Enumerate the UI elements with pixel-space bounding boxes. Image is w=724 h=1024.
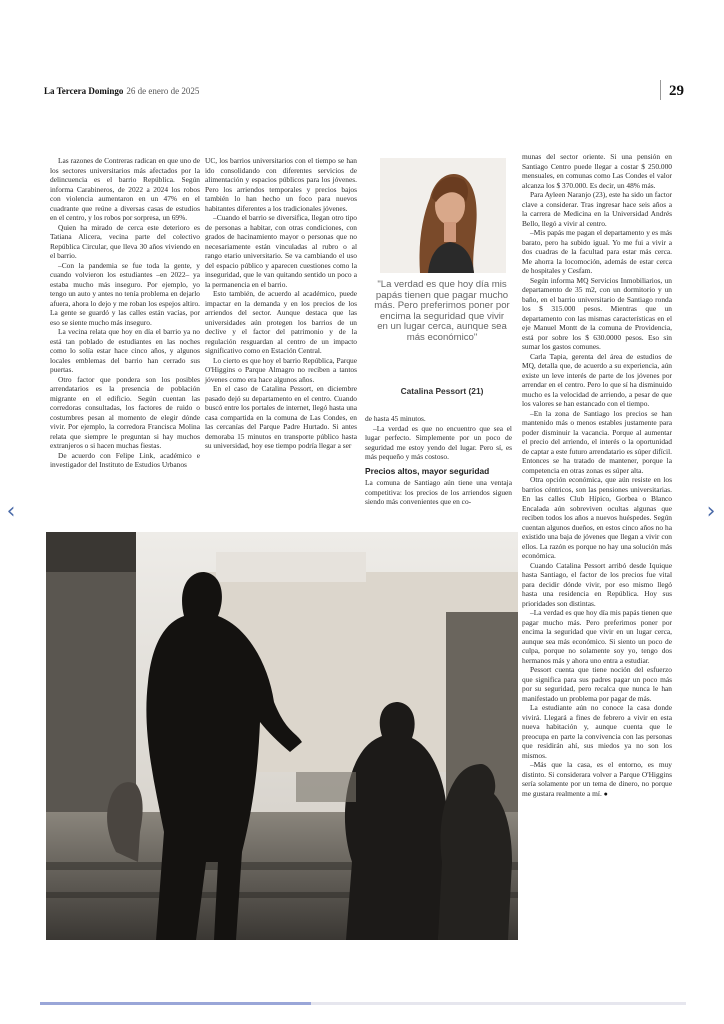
- article-paragraph: Carla Tapia, gerenta del área de estudios de MQ, detalla que, de acuerdo a su experiencia, aún existe un leve interés de parte de los jóvenes por arrendar en el centro. Pero lo que sí ha disminuido mucho es la velocidad de arriendo, a pesar de que los valores se han estancado con el tiempo.: [522, 351, 672, 408]
- reader-progress-bar[interactable]: [40, 1002, 686, 1005]
- article-paragraph: –Más que la casa, es el entorno, es muy distinto. Si considerara volver a Parque O'Higgins sería solamente por un tema de dinero, no porque me gustara realmente a mí. ●: [522, 760, 672, 798]
- article-paragraph: munas del sector oriente. Si una pensión en Santiago Centro puede llegar a costar $ 250.000 mensuales, en comunas como Las Condes el valor alcanza los $ 370.000. Es decir, un 48% más.: [522, 152, 672, 190]
- article-column-3: [365, 414, 512, 507]
- article-paragraph: Pessort cuenta que tiene noción del esfuerzo que significa para sus padres pagar un poco más por su seguridad, pero recalca que nunca le han manifestado un problema por pagar de más.: [522, 665, 672, 703]
- article-paragraph: Las razones de Contreras radican en que uno de los sectores universitarios más afectados por la delincuencia es el barrio República. Según informa Carabineros, de 2022 a 2024 los robos con violencia aumentaron en un 47% en el cuadrante que reúne a diversas casas de estudios en el centro, y los robos por sorpresa, un 69%.: [50, 156, 200, 222]
- article-paragraph: –Con la pandemia se fue toda la gente, y cuando volvieron los estudiantes –en 2022– ya estaba mucho más inseguro. Por ejemplo, yo tengo un auto y antes no tenía problema en dejarlo afuera, ahora lo dejo y me roban los espejos altiro. La gente se guardó y las calles están vacías, por eso se siente mucho más inseguro.: [50, 260, 200, 327]
- section-subheading: Precios altos, mayor seguridad: [365, 465, 490, 476]
- article-paragraph: Para Ayleen Naranjo (23), este ha sido un factor clave a considerar. Tras ingresar hace seis años a la carrera de Medicina en la Universidad Andrés Bello, llegó a vivir al centro.: [522, 190, 672, 228]
- article-paragraph: –Cuando el barrio se diversifica, llegan otro tipo de personas a habitar, con otras condiciones, con grados de hacinamiento mayor o personas que no necesariamente están vinculadas al rubro o al rango etario universitario. Se va cambiando el uso del espacio público y aparecen cuestiones como la inseguridad, que le van quitando sentido un poco a la permanencia en el barrio.: [205, 213, 357, 289]
- article-end-mark-icon: ●: [601, 789, 608, 798]
- article-paragraph: Según informa MQ Servicios Inmobiliarios, un departamento de 35 m2, con un dormitorio y un baño, en el barrio universitario de Santiago ronda los $ 315.000 pesos. Mientras que un departamento con las mismas características en el eje Manuel Montt de la comuna de Providencia, está por sobre los $ 630.0000 pesos. Eso sin sumar los gastos comunes.: [522, 275, 672, 351]
- article-column-2: [205, 156, 357, 451]
- article-paragraph: Otra opción económica, que aún resiste en los barrios céntricos, son las pensiones universitarias. En las calles Club Hípico, Gorbea o Blanco Encalada aún sobreviven ocultas algunas que reciben todos los años a nuevos huéspedes. Según cuentan algunos dueños, en estos cinco años no ha existido una baja de jóvenes que llegan a vivir con ellos. La razón es porque no hay una solución más económica.: [522, 475, 672, 560]
- masthead: [40, 76, 686, 106]
- page-number: 29: [669, 83, 684, 99]
- pull-quote-attribution: Catalina Pessort (21): [400, 386, 484, 396]
- article-paragraph: La vecina relata que hoy en día el barrio ya no está tan poblado de estudiantes en las noches como lo solía estar hace cinco años, y algunos locales emblemas del barrio han cerrado sus puertas.: [50, 327, 200, 374]
- street-scene-illustration: [46, 532, 518, 940]
- article-paragraph: De acuerdo con Felipe Link, académico e investigador del Instituto de Estudios Urbanos: [50, 450, 200, 469]
- publication-title: La Tercera Domingo: [44, 86, 124, 96]
- portrait-photo: [380, 158, 506, 273]
- article-paragraph: En el caso de Catalina Pessort, en diciembre pasado dejó su departamento en el centro. Cuando buscó entre los portales de internet, llegó hasta una casa compartida en la comuna de Las Condes, en las cercanías del Parque Padre Hurtado. Si antes demoraba 15 minutos en transporte público hasta su universidad, hoy ese tiempo podría llegar a ser: [205, 384, 357, 450]
- article-paragraph: –La verdad es que hoy día mis papás tienen que pagar mucho más. Pero preferimos poner por encima la seguridad que vivir en un lugar cerca, aunque sea más económico. Si siento un poco de culpa, porque no solamente soy yo, tengo dos hermanos más y ahora uno entra a estudiar.: [522, 608, 672, 665]
- main-photo: [46, 532, 518, 940]
- article-paragraph: La comuna de Santiago aún tiene una ventaja competitiva: los precios de los arriendos siguen siendo más convenientes que en co-: [365, 478, 512, 506]
- article-paragraph: –Mis papás me pagan el departamento y es más barato, pero ha subido igual. Yo me fui a vivir a dos cuadras de la facultad para estar más cerca. Me ahorra la locomoción, además de estar cerca de hospitales y Cesfam.: [522, 228, 672, 275]
- article-paragraph: UC, los barrios universitarios con el tiempo se han ido consolidando con diferentes servicios de alimentación y espacios públicos para los jóvenes. Pero los arriendos temporales y precios bajos también lo han hecho un foco para nuevos habitantes diferentes a los tradicionales jóvenes.: [205, 156, 357, 213]
- article-paragraph: –En la zona de Santiago los precios se han mantenido más o menos estables justamente para poder disminuir la vacancia. Porque al aumentar el precio del arriendo, el interés o la oportunidad de captar a este futuro arrendatario es súper difícil. Entonces se ha tratado de mantener, porque la competencia en otras zonas es súper alta.: [522, 408, 672, 475]
- article-paragraph: Esto también, de acuerdo al académico, puede impactar en la demanda y en los precios de los arriendos del sector. Aunque destaca que las universidades aún protegen los barrios de un declive y el factor del patrimonio y de la regulación resguardan al centro de un impacto significativo como en Estación Central.: [205, 289, 357, 355]
- article-column-4: [522, 152, 672, 799]
- article-paragraph: La estudiante aún no conoce la casa donde vivirá. Llegará a fines de febrero a vivir en esta nueva habitación y, aunque cuenta que le preocupa en parte la convivencia con las personas que residirán ahí, sus miedos ya no son los mismos.: [522, 703, 672, 760]
- article-column-1: [50, 156, 200, 470]
- article-paragraph: Quien ha mirado de cerca este deterioro es Tatiana Alicera, vecina parte del colectivo República Circular, que lleva 30 años viviendo en el barrio.: [50, 222, 200, 260]
- publication-name: [44, 86, 199, 96]
- article-paragraph: Cuando Catalina Pessort arribó desde Iquique hasta Santiago, el factor de los precios fue vital para decidir dónde vivir, por eso mismo llegó hasta una residencia en República. Hoy sus prioridades son distintas.: [522, 560, 672, 608]
- next-page-chevron-right-icon[interactable]: ›: [706, 499, 716, 524]
- page-number-box: [660, 80, 684, 100]
- article-paragraph: de hasta 45 minutos.: [365, 414, 426, 423]
- pull-quote: "La verdad es que hoy día mis papás tienen que pagar mucho más. Pero preferimos poner por encima la seguridad que vivir en un lugar cerca, aunque sea más económico": [374, 279, 510, 343]
- newspaper-page: [40, 76, 686, 946]
- reader-progress-fill: [40, 1002, 311, 1005]
- publication-date: 26 de enero de 2025: [126, 86, 200, 96]
- prev-page-chevron-left-icon[interactable]: ‹: [6, 499, 16, 524]
- article-paragraph: Lo cierto es que hoy el barrio República, Parque O'Higgins o Parque Almagro no reciben a tantos jóvenes como era hace algunos años.: [205, 355, 357, 384]
- article-paragraph: Otro factor que pondera son los posibles arrendatarios es la presencia de población migrante en el edificio. Según cuentan las corredoras consultadas, los factores de ruido o costumbres pesan al momento de elegir dónde vivir. Por ejemplo, la corredora Francisca Molina relata que siempre le preguntan si hay muchos extranjeros o si hacen muchas fiestas.: [50, 374, 200, 450]
- article-paragraph: –La verdad es que no encuentro que sea el lugar perfecto. Simplemente por un poco de seguridad me estoy yendo del lugar. Pero sí, es más pequeño y más costoso.: [365, 423, 512, 461]
- portrait-illustration: [380, 158, 506, 273]
